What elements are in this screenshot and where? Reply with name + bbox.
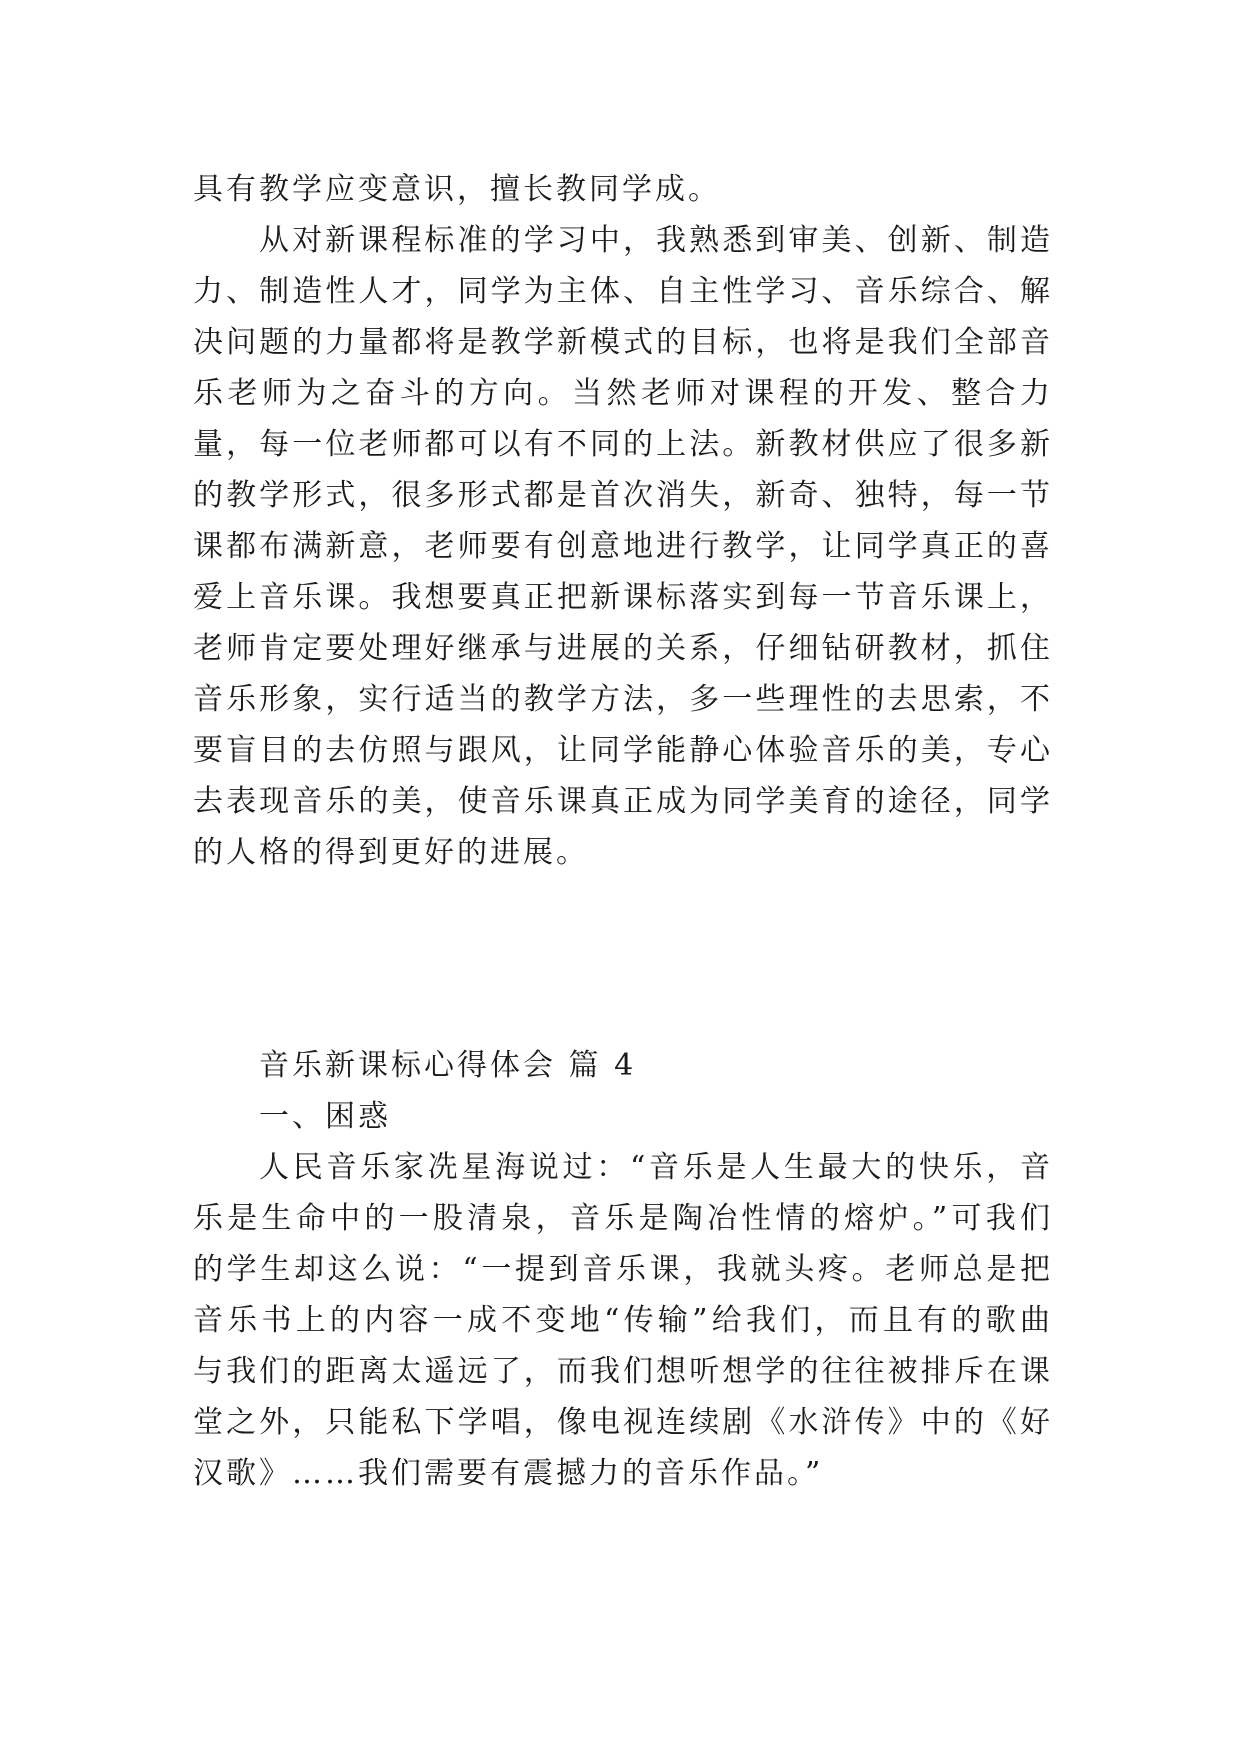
paragraph-quote: 人民音乐家冼星海说过：“音乐是人生最大的快乐，音乐是生命中的一股清泉，音乐是陶冶性情的熔炉。”可我们的学生却这么说：“一提到音乐课，我就头疼。老师总是把音乐书上的内容一成不变地“传输”给我们，而且有的歌曲与我们的距离太遥远了，而我们想听想学的往往被排斥在课堂之外，只能私下学唱，像电视连续剧《水浒传》中的《好汉歌》……我们需要有震撼力的音乐作品。” [193, 1150, 1053, 1491]
paragraph-continued: 具有教学应变意识，擅长教同学成。 [193, 172, 721, 207]
paragraph-main: 从对新课程标准的学习中，我熟悉到审美、创新、制造力、制造性人才，同学为主体、自主性学习、音乐综合、解决问题的力量都将是教学新模式的目标，也将是我们全部音乐老师为之奋斗的方向。当然老师对课程的开发、整合力量，每一位老师都可以有不同的上法。新教材供应了很多新的教学形式，很多形式都是首次消失，新奇、独特，每一节课都布满新意，老师要有创意地进行教学，让同学真正的喜爱上音乐课。我想要真正把新课标落实到每一节音乐课上，老师肯定要处理好继承与进展的关系，仔细钻研教材，抓住音乐形象，实行适当的教学方法，多一些理性的去思索，不要盲目的去仿照与跟风，让同学能静心体验音乐的美，专心去表现音乐的美，使音乐课真正成为同学美育的途径，同学的人格的得到更好的进展。 [193, 223, 1053, 870]
section-title: 音乐新课标心得体会 篇 4 [259, 1048, 637, 1083]
subsection-title: 一、困惑 [259, 1099, 391, 1134]
